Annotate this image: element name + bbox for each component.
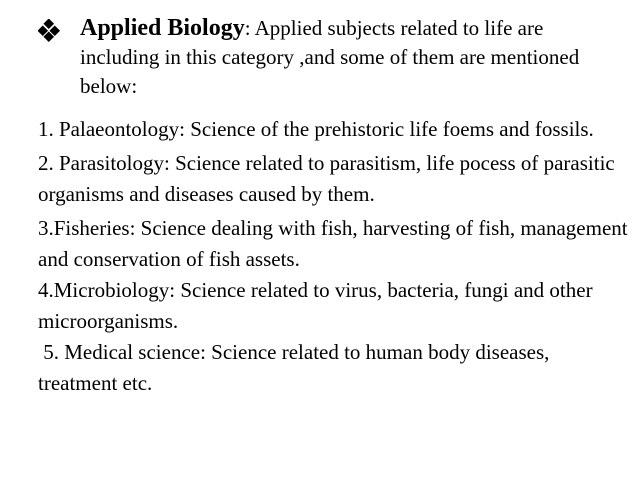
intro-description: : Applied subjects related to life are including in this category ,and some of them are mentioned below: bbox=[80, 16, 580, 98]
list-item-medical-science: 5. Medical science: Science related to human body diseases, treatment etc. bbox=[38, 340, 555, 395]
intro-text bbox=[80, 14, 623, 101]
intro-bullet bbox=[38, 14, 623, 101]
subject-list bbox=[38, 114, 633, 399]
list-item-microbiology: 4.Microbiology: Science related to virus, bacteria, fungi and other microorganisms. bbox=[38, 278, 598, 333]
section-heading: Applied Biology bbox=[80, 15, 245, 41]
list-item-palaeontology: 1. Palaeontology: Science of the prehistoric life foems and fossils. bbox=[38, 117, 594, 141]
diamond-bullet-icon bbox=[38, 19, 62, 43]
list-item-parasitology: 2. Parasitology: Science related to parasitism, life pocess of parasitic organisms and diseases caused by them. bbox=[38, 151, 620, 206]
list-item-fisheries: 3.Fisheries: Science dealing with fish, harvesting of fish, management and conservation of fish assets. bbox=[38, 216, 633, 271]
